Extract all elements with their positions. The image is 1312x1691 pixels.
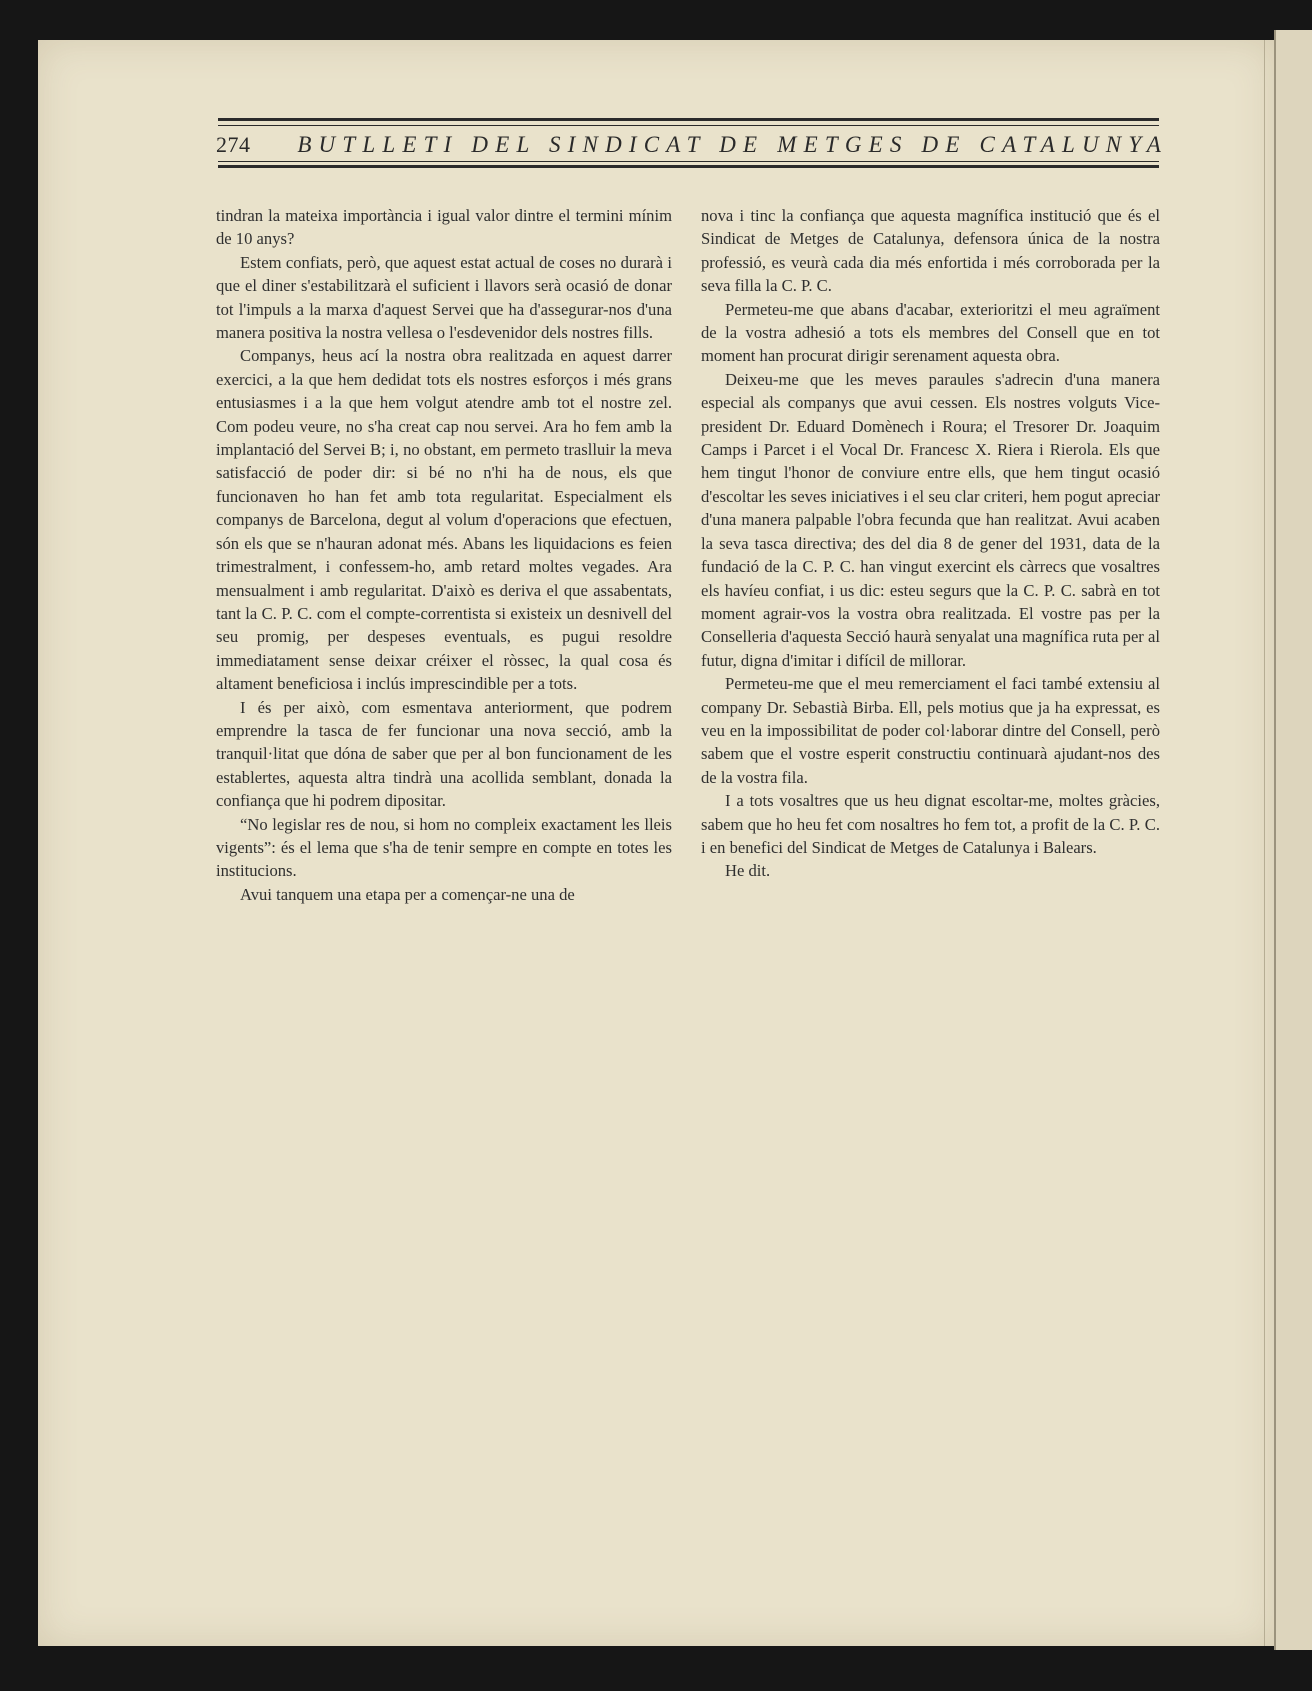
running-header (216, 129, 1168, 161)
paragraph: I és per això, com esmentava anteriorment, que podrem emprendre la tasca de fer funcionar una nova secció, amb la tranquil·litat que dóna de saber que per al bon funcionament de les establertes, aquesta altra tindrà una acollida semblant, donada la confiança que hi podrem dipositar. (216, 697, 672, 811)
paragraph: Permeteu-me que abans d'acabar, exterioritzi el meu agraïment de la vostra adhesió a tots els membres del Consell que en tot moment han procurat dirigir serenament aquesta obra. (701, 299, 1160, 366)
paragraph: nova i tinc la confiança que aquesta magnífica institució que és el Sindicat de Metges de Catalunya, defensora única de la nostra professió, es veurà cada dia més enfortida i més corroborada per la seva filla la C. P. C. (701, 206, 1160, 296)
paragraph: I a tots vosaltres que us heu dignat escoltar-me, moltes gràcies, sabem que ho heu fet com nosaltres ho fem tot, a profit de la C. P. C. i en benefici del Sindicat de Metges de Catalunya i Balears. (701, 791, 1160, 857)
paragraph: tindran la mateixa importància i igual valor dintre el termini mínim de 10 anys? (216, 206, 672, 249)
left-column (216, 204, 672, 906)
page-gutter (1264, 40, 1265, 1646)
paragraph: He dit. (725, 861, 771, 881)
header-rule-top (218, 118, 1159, 126)
page-number: 274 (216, 132, 251, 157)
paragraph: Estem confiats, però, que aquest estat actual de coses no durarà i que el diner s'estabilitzarà el suficient i llavors serà ocasió de donar tot l'impuls a la marxa d'aquest Servei que ha d'assegurar-nos d'una manera positiva la nostra vellesa o l'esdevenidor dels nostres fills. (216, 252, 672, 343)
running-title: BUTLLETI DEL SINDICAT DE METGES DE CATALUNYA (297, 132, 1168, 157)
paragraph: Deixeu-me que les meves paraules s'adrecin d'una manera especial als companys que avui cessen. Els nostres volguts Vice-president Dr. Eduard Domènech i Roura; el Tresorer Dr. Joaquim Camps i Parcet i el Vocal Dr. Francesc X. Riera i Rierola. Els que hem tingut l'honor de conviure entre ells, que hem tingut ocasió d'escoltar les seves iniciatives i el seu clar criteri, hem pogut apreciar d'una manera palpable l'obra fecunda que han realitzat. Avui acaben la seva tasca directiva; des del dia 8 de gener del 1931, data de la fundació de la C. P. C. han vingut exercint els càrrecs que vosaltres els havíeu confiat, i us dic: esteu segurs que la C. P. C. sabrà en tot moment agrair-vos la vostra obra realitzada. El vostre pas per la Conselleria d'aquesta Secció haurà senyalat una magnífica ruta per al futur, digna d'imitar i difícil de millorar. (701, 369, 1160, 670)
paragraph: Avui tanquem una etapa per a començar-ne una de (240, 884, 575, 904)
next-page-edge (1274, 30, 1312, 1650)
paragraph: Permeteu-me que el meu remerciament el faci també extensiu al company Dr. Sebastià Birba. Ell, pels motius que ja ha expressat, es veu en la impossibilitat de poder col·laborar dintre del Consell, però sabem que el vostre esperit constructiu continuarà ajudant-nos des de la vostra fila. (701, 674, 1160, 787)
header-rule-bottom (218, 161, 1159, 168)
paragraph: Companys, heus ací la nostra obra realitzada en aquest darrer exercici, a la que hem dedidat tots els nostres esforços i més grans entusiasmes i a la que hem volgut atendre amb tot el nostre zel. Com podeu veure, no s'ha creat cap nou servei. Ara ho fem amb la implantació del Servei B; i, no obstant, em permeto traslluir la meva satisfacció de poder dir: si bé no n'hi ha de nous, els que funcionaven ho han fet amb tota regularitat. Especialment els companys de Barcelona, degut al volum d'operacions que efectuen, són els que se n'hauran adonat més. Abans les liquidacions es feien trimestralment, i confessem-ho, amb retard moltes vegades. Ara mensualment i amb regularitat. D'això es deriva el que assabentats, tant la C. P. C. com el compte-correntista si existeix un desnivell del seu promig, per despeses eventuals, es pugui resoldre immediatament sense deixar créixer el ròssec, la qual cosa és altament beneficiosa i inclús imprescindible per a tots. (216, 346, 672, 694)
paragraph: “No legislar res de nou, si hom no compleix exactament les lleis vigents”: és el lema que s'ha de tenir sempre en compte en totes les institucions. (216, 814, 672, 881)
right-column (701, 204, 1160, 883)
